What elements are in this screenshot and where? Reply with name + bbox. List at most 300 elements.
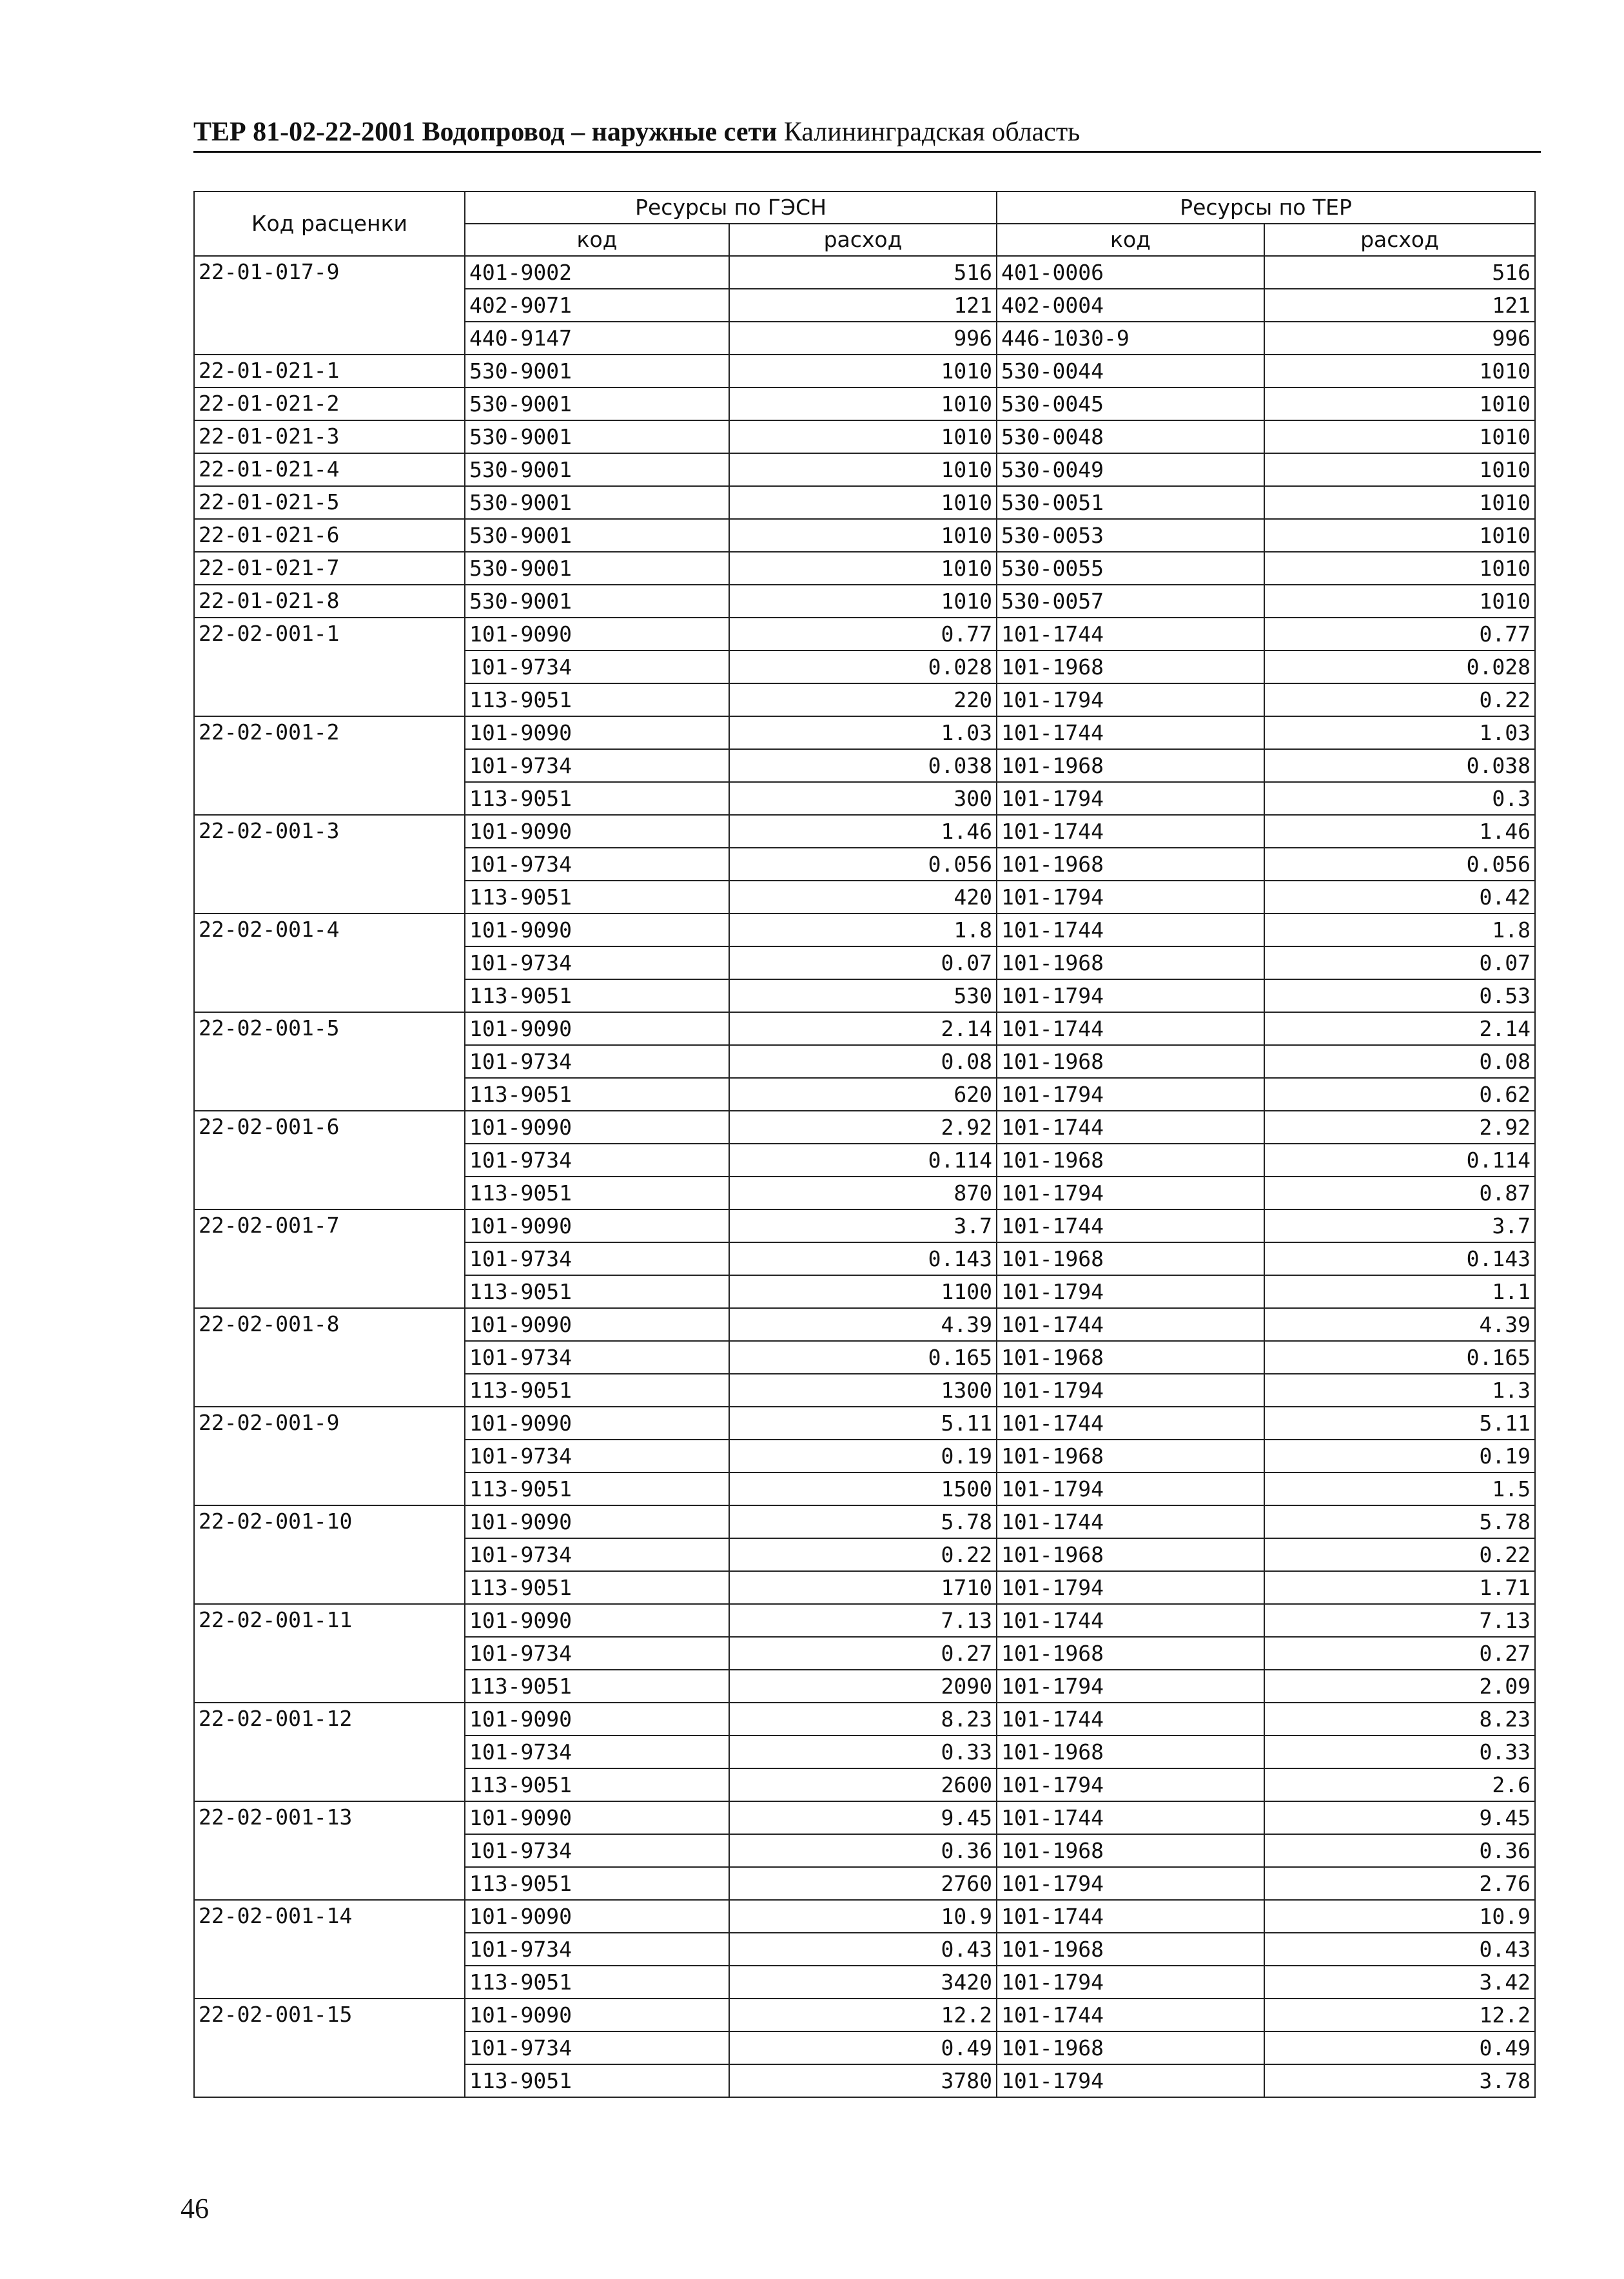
gesn-amount-cell: 1500 [729,1472,997,1505]
rate-code-cell [194,1045,465,1078]
gesn-amount-cell: 3780 [729,2064,997,2097]
ter-amount-cell: 1010 [1264,387,1535,420]
ter-code-cell: 101-1968 [997,1933,1264,1966]
gesn-code-cell: 101-9734 [465,1933,729,1966]
table-row [194,2064,1535,2097]
table-row [194,1900,1535,1933]
gesn-code-cell: 530-9001 [465,552,729,585]
ter-code-cell: 101-1794 [997,1571,1264,1604]
ter-amount-cell: 3.42 [1264,1966,1535,1999]
ter-code-cell: 101-1794 [997,1670,1264,1703]
ter-code-cell: 101-1744 [997,1407,1264,1440]
ter-code-cell: 101-1744 [997,815,1264,848]
ter-amount-cell: 5.78 [1264,1505,1535,1538]
table-body [194,256,1535,2097]
gesn-amount-cell: 4.39 [729,1308,997,1341]
ter-amount-cell: 0.07 [1264,946,1535,979]
gesn-amount-cell: 1710 [729,1571,997,1604]
ter-amount-cell: 121 [1264,289,1535,322]
gesn-amount-cell: 0.165 [729,1341,997,1374]
gesn-amount-cell: 2.92 [729,1111,997,1144]
ter-amount-cell: 3.78 [1264,2064,1535,2097]
table-row [194,979,1535,1012]
gesn-amount-cell: 0.056 [729,848,997,881]
ter-code-cell: 101-1968 [997,1736,1264,1768]
table-row [194,650,1535,683]
rate-code-cell: 22-02-001-14 [194,1900,465,1933]
table-row [194,486,1535,519]
gesn-code-cell: 113-9051 [465,2064,729,2097]
ter-code-cell: 101-1794 [997,979,1264,1012]
gesn-code-cell: 530-9001 [465,486,729,519]
rate-code-cell: 22-01-021-5 [194,486,465,519]
col-group-ter: Ресурсы по ТЕР [997,191,1535,224]
gesn-code-cell: 530-9001 [465,585,729,618]
rate-code-cell [194,1834,465,1867]
ter-code-cell: 101-1968 [997,1834,1264,1867]
rate-code-cell: 22-02-001-4 [194,914,465,946]
gesn-code-cell: 401-9002 [465,256,729,289]
table-row [194,1538,1535,1571]
gesn-amount-cell: 0.77 [729,618,997,650]
table-row [194,1801,1535,1834]
gesn-code-cell: 530-9001 [465,420,729,453]
table-row [194,1144,1535,1177]
ter-amount-cell: 1010 [1264,552,1535,585]
gesn-amount-cell: 5.78 [729,1505,997,1538]
ter-code-cell: 530-0057 [997,585,1264,618]
gesn-amount-cell: 1010 [729,420,997,453]
ter-code-cell: 101-1744 [997,618,1264,650]
ter-code-cell: 101-1968 [997,1242,1264,1275]
ter-amount-cell: 516 [1264,256,1535,289]
gesn-amount-cell: 3420 [729,1966,997,1999]
gesn-code-cell: 402-9071 [465,289,729,322]
gesn-amount-cell: 0.36 [729,1834,997,1867]
gesn-code-cell: 113-9051 [465,1374,729,1407]
ter-amount-cell: 0.49 [1264,2031,1535,2064]
gesn-code-cell: 101-9734 [465,1440,729,1472]
ter-amount-cell: 10.9 [1264,1900,1535,1933]
ter-amount-cell: 5.11 [1264,1407,1535,1440]
ter-code-cell: 101-1744 [997,1111,1264,1144]
gesn-code-cell: 101-9090 [465,815,729,848]
ter-amount-cell: 0.3 [1264,782,1535,815]
gesn-amount-cell: 1010 [729,486,997,519]
gesn-code-cell: 113-9051 [465,683,729,716]
gesn-code-cell: 101-9090 [465,1505,729,1538]
gesn-amount-cell: 1.46 [729,815,997,848]
table-row [194,289,1535,322]
ter-amount-cell: 0.42 [1264,881,1535,914]
doc-title: Водопровод – наружные сети [422,117,778,147]
ter-amount-cell: 1010 [1264,420,1535,453]
rate-code-cell: 22-02-001-7 [194,1209,465,1242]
table-header [194,191,1535,256]
rate-code-cell [194,848,465,881]
gesn-amount-cell: 2600 [729,1768,997,1801]
gesn-amount-cell: 0.33 [729,1736,997,1768]
table-row [194,1703,1535,1736]
ter-amount-cell: 0.87 [1264,1177,1535,1209]
gesn-amount-cell: 2760 [729,1867,997,1900]
table-row [194,1604,1535,1637]
rate-code-cell: 22-01-021-1 [194,355,465,387]
rate-code-cell [194,749,465,782]
gesn-amount-cell: 516 [729,256,997,289]
rate-code-cell [194,782,465,815]
table-row [194,946,1535,979]
ter-code-cell: 101-1744 [997,1801,1264,1834]
ter-amount-cell: 0.62 [1264,1078,1535,1111]
gesn-code-cell: 101-9090 [465,1703,729,1736]
gesn-amount-cell: 5.11 [729,1407,997,1440]
ter-amount-cell: 2.92 [1264,1111,1535,1144]
ter-code-cell: 101-1744 [997,1209,1264,1242]
ter-amount-cell: 1.71 [1264,1571,1535,1604]
ter-amount-cell: 0.056 [1264,848,1535,881]
table-row [194,1834,1535,1867]
ter-code-cell: 101-1794 [997,1768,1264,1801]
ter-code-cell: 530-0048 [997,420,1264,453]
gesn-amount-cell: 1100 [729,1275,997,1308]
table-row [194,683,1535,716]
ter-amount-cell: 0.143 [1264,1242,1535,1275]
ter-code-cell: 101-1968 [997,1045,1264,1078]
table-row [194,1242,1535,1275]
table-row [194,420,1535,453]
gesn-code-cell: 530-9001 [465,519,729,552]
page-header [193,116,1541,148]
ter-amount-cell: 1010 [1264,519,1535,552]
gesn-amount-cell: 0.07 [729,946,997,979]
table-row [194,716,1535,749]
gesn-code-cell: 113-9051 [465,1670,729,1703]
rate-code-cell: 22-01-021-3 [194,420,465,453]
gesn-code-cell: 101-9734 [465,1538,729,1571]
ter-code-cell: 101-1794 [997,1472,1264,1505]
rate-code-cell: 22-02-001-13 [194,1801,465,1834]
gesn-code-cell: 113-9051 [465,1867,729,1900]
table-row [194,1374,1535,1407]
rate-code-cell: 22-01-021-4 [194,453,465,486]
table-row [194,782,1535,815]
rate-code-cell: 22-01-021-2 [194,387,465,420]
rate-code-cell: 22-02-001-12 [194,1703,465,1736]
ter-code-cell: 101-1794 [997,683,1264,716]
gesn-amount-cell: 0.038 [729,749,997,782]
ter-amount-cell: 0.77 [1264,618,1535,650]
gesn-amount-cell: 3.7 [729,1209,997,1242]
ter-amount-cell: 1.3 [1264,1374,1535,1407]
gesn-code-cell: 101-9090 [465,1801,729,1834]
gesn-code-cell: 101-9090 [465,1604,729,1637]
table-row [194,881,1535,914]
col-header-gesn-amount: расход [729,224,997,256]
gesn-amount-cell: 7.13 [729,1604,997,1637]
gesn-amount-cell: 530 [729,979,997,1012]
ter-code-cell: 446-1030-9 [997,322,1264,355]
gesn-code-cell: 101-9734 [465,1736,729,1768]
gesn-amount-cell: 0.08 [729,1045,997,1078]
ter-code-cell: 101-1794 [997,2064,1264,2097]
ter-code-cell: 101-1794 [997,782,1264,815]
rate-code-cell: 22-01-021-8 [194,585,465,618]
gesn-amount-cell: 10.9 [729,1900,997,1933]
ter-amount-cell: 996 [1264,322,1535,355]
rate-code-cell [194,2064,465,2097]
table-row [194,1440,1535,1472]
gesn-amount-cell: 121 [729,289,997,322]
ter-code-cell: 101-1794 [997,1177,1264,1209]
gesn-code-cell: 101-9090 [465,1012,729,1045]
gesn-amount-cell: 12.2 [729,1999,997,2031]
ter-code-cell: 530-0044 [997,355,1264,387]
gesn-amount-cell: 1010 [729,453,997,486]
gesn-amount-cell: 220 [729,683,997,716]
table-row [194,519,1535,552]
ter-code-cell: 530-0045 [997,387,1264,420]
gesn-code-cell: 113-9051 [465,1768,729,1801]
table-row [194,1933,1535,1966]
table-row [194,1341,1535,1374]
rate-code-cell: 22-02-001-15 [194,1999,465,2031]
ter-code-cell: 101-1968 [997,2031,1264,2064]
rate-code-cell [194,1078,465,1111]
table-row [194,1505,1535,1538]
ter-amount-cell: 2.09 [1264,1670,1535,1703]
gesn-code-cell: 101-9090 [465,914,729,946]
gesn-code-cell: 101-9734 [465,1341,729,1374]
gesn-code-cell: 113-9051 [465,1966,729,1999]
gesn-amount-cell: 8.23 [729,1703,997,1736]
gesn-code-cell: 113-9051 [465,881,729,914]
rate-code-cell [194,1472,465,1505]
col-header-code: Код расценки [194,191,465,256]
ter-code-cell: 530-0049 [997,453,1264,486]
rate-code-cell [194,1144,465,1177]
ter-amount-cell: 1.8 [1264,914,1535,946]
rate-code-cell [194,322,465,355]
rate-code-cell [194,1768,465,1801]
rate-code-cell: 22-02-001-9 [194,1407,465,1440]
gesn-code-cell: 101-9734 [465,1637,729,1670]
table-row [194,1177,1535,1209]
ter-amount-cell: 3.7 [1264,1209,1535,1242]
rate-code-cell [194,1538,465,1571]
ter-amount-cell: 0.08 [1264,1045,1535,1078]
rate-code-cell: 22-01-017-9 [194,256,465,289]
rate-code-cell: 22-02-001-1 [194,618,465,650]
ter-amount-cell: 1010 [1264,355,1535,387]
rate-code-cell [194,1242,465,1275]
gesn-code-cell: 101-9734 [465,848,729,881]
ter-code-cell: 101-1968 [997,1637,1264,1670]
table-row [194,1012,1535,1045]
gesn-amount-cell: 1010 [729,355,997,387]
gesn-amount-cell: 0.22 [729,1538,997,1571]
rate-code-cell [194,1867,465,1900]
gesn-code-cell: 101-9734 [465,946,729,979]
gesn-code-cell: 530-9001 [465,387,729,420]
ter-amount-cell: 0.114 [1264,1144,1535,1177]
ter-code-cell: 530-0055 [997,552,1264,585]
ter-amount-cell: 1010 [1264,486,1535,519]
gesn-amount-cell: 0.114 [729,1144,997,1177]
rate-code-cell [194,1933,465,1966]
gesn-amount-cell: 1300 [729,1374,997,1407]
ter-amount-cell: 0.165 [1264,1341,1535,1374]
ter-amount-cell: 0.27 [1264,1637,1535,1670]
gesn-amount-cell: 1010 [729,552,997,585]
rate-code-cell: 22-02-001-11 [194,1604,465,1637]
doc-code: ТЕР 81-02-22-2001 [193,117,416,147]
rate-code-cell [194,683,465,716]
header-rule [193,151,1541,153]
ter-code-cell: 101-1794 [997,1867,1264,1900]
ter-amount-cell: 0.028 [1264,650,1535,683]
gesn-amount-cell: 0.27 [729,1637,997,1670]
rate-code-cell: 22-02-001-8 [194,1308,465,1341]
ter-code-cell: 101-1968 [997,946,1264,979]
ter-amount-cell: 0.36 [1264,1834,1535,1867]
gesn-amount-cell: 2090 [729,1670,997,1703]
table-row [194,914,1535,946]
table-row [194,848,1535,881]
gesn-code-cell: 101-9734 [465,2031,729,2064]
ter-amount-cell: 1.1 [1264,1275,1535,1308]
table-row [194,1966,1535,1999]
rate-code-cell [194,1341,465,1374]
table-row [194,552,1535,585]
rate-code-cell [194,979,465,1012]
rate-code-cell: 22-02-001-10 [194,1505,465,1538]
gesn-code-cell: 113-9051 [465,782,729,815]
ter-code-cell: 530-0051 [997,486,1264,519]
table-row [194,618,1535,650]
table-row [194,1637,1535,1670]
ter-code-cell: 101-1968 [997,848,1264,881]
gesn-amount-cell: 0.143 [729,1242,997,1275]
gesn-code-cell: 530-9001 [465,355,729,387]
ter-code-cell: 101-1794 [997,1966,1264,1999]
gesn-amount-cell: 2.14 [729,1012,997,1045]
rate-code-cell [194,1736,465,1768]
table-row [194,1209,1535,1242]
ter-code-cell: 101-1968 [997,1440,1264,1472]
gesn-code-cell: 101-9734 [465,1144,729,1177]
rate-code-cell: 22-02-001-5 [194,1012,465,1045]
gesn-code-cell: 101-9090 [465,618,729,650]
gesn-amount-cell: 0.19 [729,1440,997,1472]
ter-amount-cell: 7.13 [1264,1604,1535,1637]
table-row [194,1867,1535,1900]
gesn-amount-cell: 1.8 [729,914,997,946]
table-row [194,2031,1535,2064]
ter-amount-cell: 0.53 [1264,979,1535,1012]
ter-code-cell: 101-1968 [997,650,1264,683]
gesn-amount-cell: 0.43 [729,1933,997,1966]
ter-code-cell: 101-1968 [997,1144,1264,1177]
gesn-amount-cell: 620 [729,1078,997,1111]
rate-code-cell [194,2031,465,2064]
gesn-amount-cell: 420 [729,881,997,914]
gesn-code-cell: 113-9051 [465,1078,729,1111]
ter-amount-cell: 2.76 [1264,1867,1535,1900]
ter-amount-cell: 1.03 [1264,716,1535,749]
rate-code-cell [194,881,465,914]
ter-code-cell: 402-0004 [997,289,1264,322]
ter-code-cell: 101-1744 [997,1308,1264,1341]
gesn-code-cell: 113-9051 [465,1275,729,1308]
rate-code-cell [194,1275,465,1308]
rate-code-cell [194,1670,465,1703]
gesn-code-cell: 113-9051 [465,1472,729,1505]
gesn-code-cell: 113-9051 [465,1571,729,1604]
ter-amount-cell: 0.22 [1264,683,1535,716]
ter-amount-cell: 12.2 [1264,1999,1535,2031]
gesn-code-cell: 113-9051 [465,979,729,1012]
ter-code-cell: 101-1744 [997,716,1264,749]
ter-amount-cell: 1010 [1264,585,1535,618]
ter-code-cell: 101-1794 [997,1078,1264,1111]
rate-code-cell: 22-01-021-6 [194,519,465,552]
ter-amount-cell: 0.22 [1264,1538,1535,1571]
rate-code-cell [194,1177,465,1209]
col-header-ter-amount: расход [1264,224,1535,256]
gesn-code-cell: 101-9090 [465,1900,729,1933]
table-row [194,1275,1535,1308]
table-row [194,256,1535,289]
rate-code-cell [194,1637,465,1670]
ter-amount-cell: 0.19 [1264,1440,1535,1472]
gesn-code-cell: 101-9734 [465,1242,729,1275]
gesn-code-cell: 101-9090 [465,1999,729,2031]
rate-code-cell: 22-02-001-2 [194,716,465,749]
table-row [194,1472,1535,1505]
rate-code-cell [194,650,465,683]
ter-amount-cell: 1010 [1264,453,1535,486]
ter-code-cell: 101-1744 [997,1703,1264,1736]
rate-code-cell: 22-02-001-3 [194,815,465,848]
ter-code-cell: 101-1744 [997,914,1264,946]
table-row [194,1045,1535,1078]
table-row [194,1407,1535,1440]
table-row [194,1571,1535,1604]
gesn-amount-cell: 1.03 [729,716,997,749]
gesn-code-cell: 101-9734 [465,1045,729,1078]
ter-amount-cell: 4.39 [1264,1308,1535,1341]
table-row [194,1111,1535,1144]
ter-code-cell: 401-0006 [997,256,1264,289]
gesn-code-cell: 101-9090 [465,1209,729,1242]
gesn-amount-cell: 1010 [729,519,997,552]
rate-code-cell: 22-02-001-6 [194,1111,465,1144]
ter-amount-cell: 1.5 [1264,1472,1535,1505]
ter-code-cell: 101-1744 [997,1505,1264,1538]
ter-amount-cell: 9.45 [1264,1801,1535,1834]
rate-code-cell [194,1440,465,1472]
rate-code-cell [194,1374,465,1407]
ter-amount-cell: 2.6 [1264,1768,1535,1801]
ter-code-cell: 101-1744 [997,1604,1264,1637]
gesn-amount-cell: 0.49 [729,2031,997,2064]
gesn-amount-cell: 1010 [729,585,997,618]
ter-amount-cell: 8.23 [1264,1703,1535,1736]
rate-code-cell [194,1966,465,1999]
ter-code-cell: 530-0053 [997,519,1264,552]
table-row [194,1999,1535,2031]
